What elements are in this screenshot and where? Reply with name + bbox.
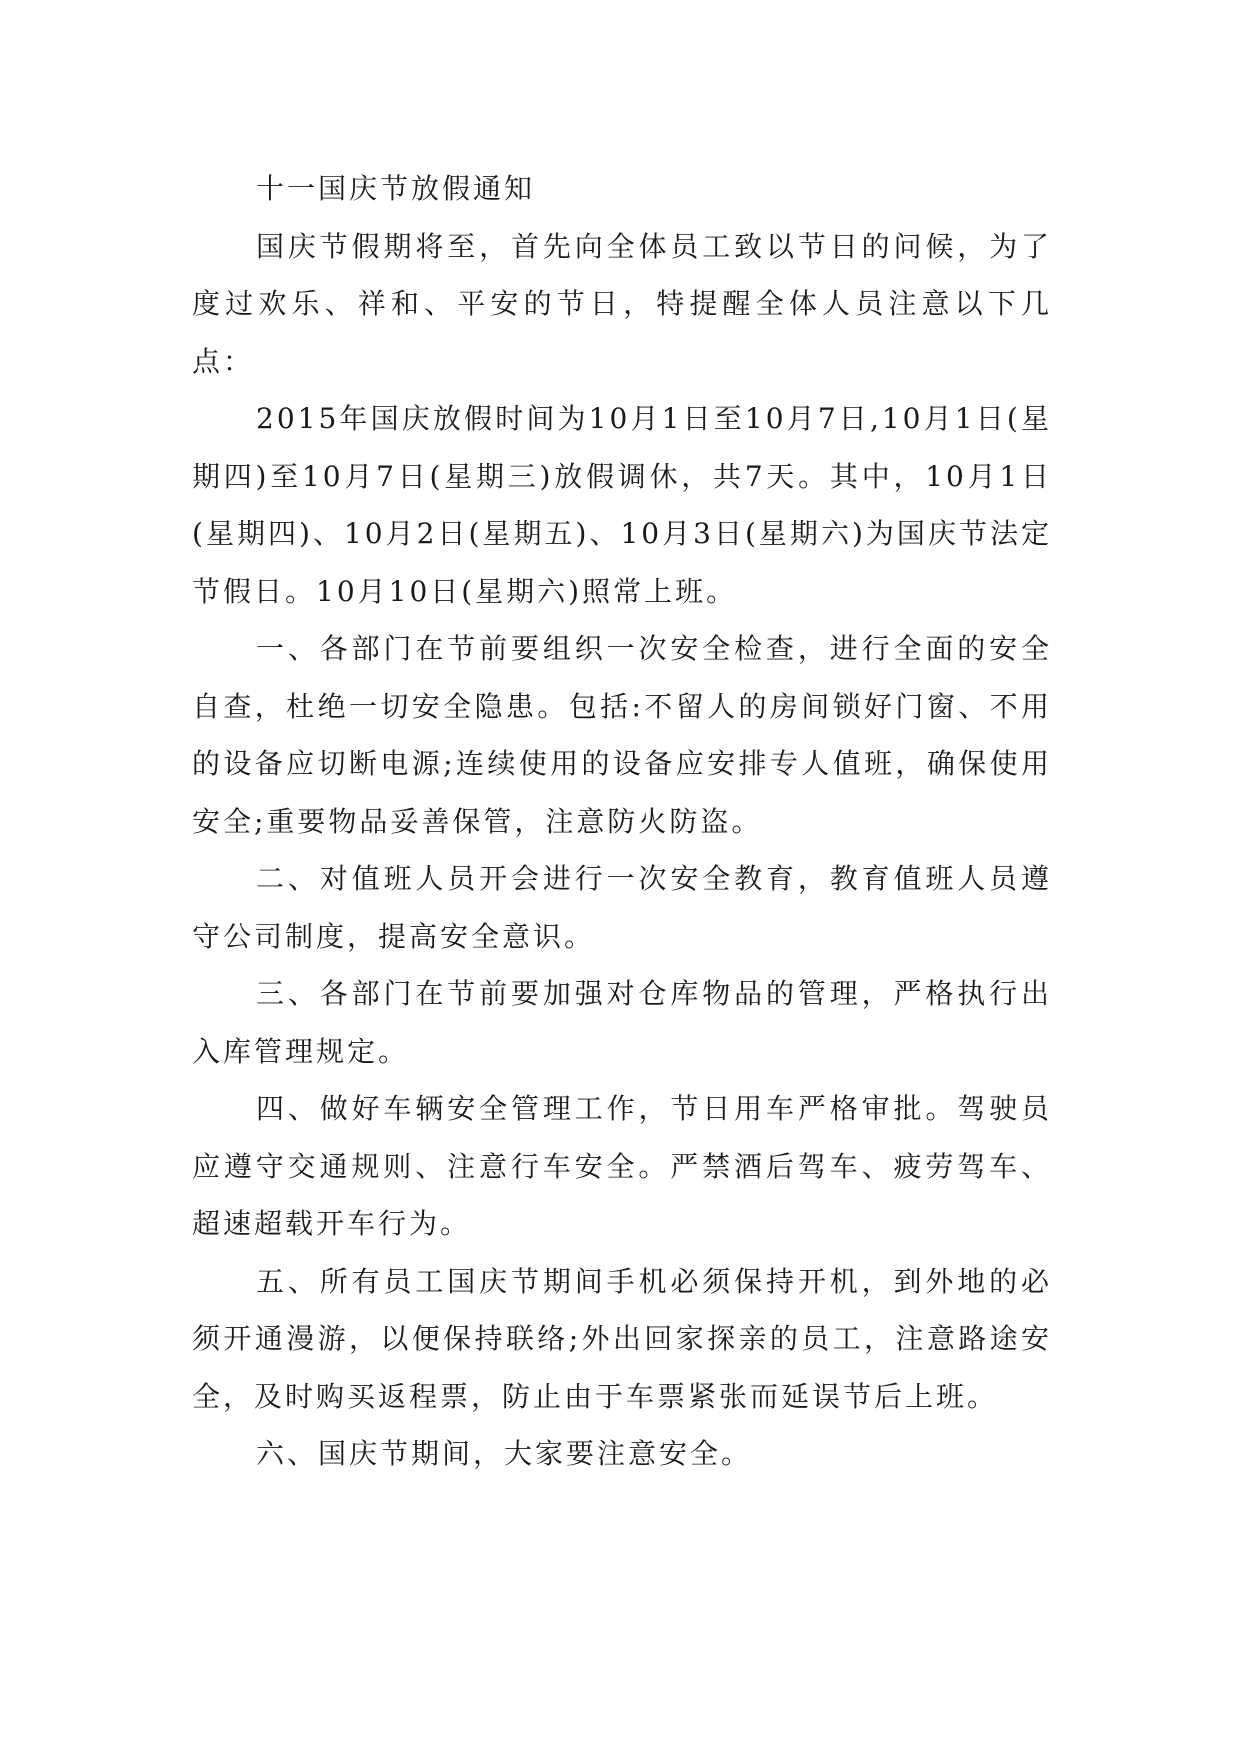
- paragraph-item-5-phones: 五、所有员工国庆节期间手机必须保持开机，到外地的必须开通漫游，以便保持联络;外出回家探亲的员工，注意路途安全，及时购买返程票，防止由于车票紧张而延误节后上班。: [192, 1264, 1052, 1413]
- document-body: [192, 160, 1052, 1483]
- paragraph-item-1-safety-check: 一、各部门在节前要组织一次安全检查，进行全面的安全自查，杜绝一切安全隐患。包括:不留人的房间锁好门窗、不用的设备应切断电源;连续使用的设备应安排专人值班，确保使用安全;重要物品妥善保管，注意防火防盗。: [192, 632, 1052, 838]
- paragraph-item-2-duty-education: 二、对值班人员开会进行一次安全教育，教育值班人员遵守公司制度，提高安全意识。: [192, 862, 1052, 953]
- paragraph-item-6-safety: 六、国庆节期间，大家要注意安全。: [256, 1437, 753, 1470]
- paragraph-item-4-vehicles: 四、做好车辆安全管理工作，节日用车严格审批。驾驶员应遵守交通规则、注意行车安全。严禁酒后驾车、疲劳驾车、超速超载开车行为。: [192, 1092, 1052, 1240]
- paragraph-greeting: 国庆节假期将至，首先向全体员工致以节日的问候，为了度过欢乐、祥和、平安的节日，特提醒全体人员注意以下几点：: [192, 229, 1052, 378]
- paragraph-item-3-warehouse: 三、各部门在节前要加强对仓库物品的管理，严格执行出入库管理规定。: [192, 977, 1052, 1068]
- paragraph-holiday-schedule: 2015年国庆放假时间为10月1日至10月7日,10月1日(星期四)至10月7日(星期三)放假调休，共7天。其中，10月1日(星期四)、10月2日(星期五)、10月3日(星期六)为国庆节法定节假日。10月10日(星期六)照常上班。: [192, 402, 1052, 608]
- document-title: 十一国庆节放假通知: [256, 172, 536, 205]
